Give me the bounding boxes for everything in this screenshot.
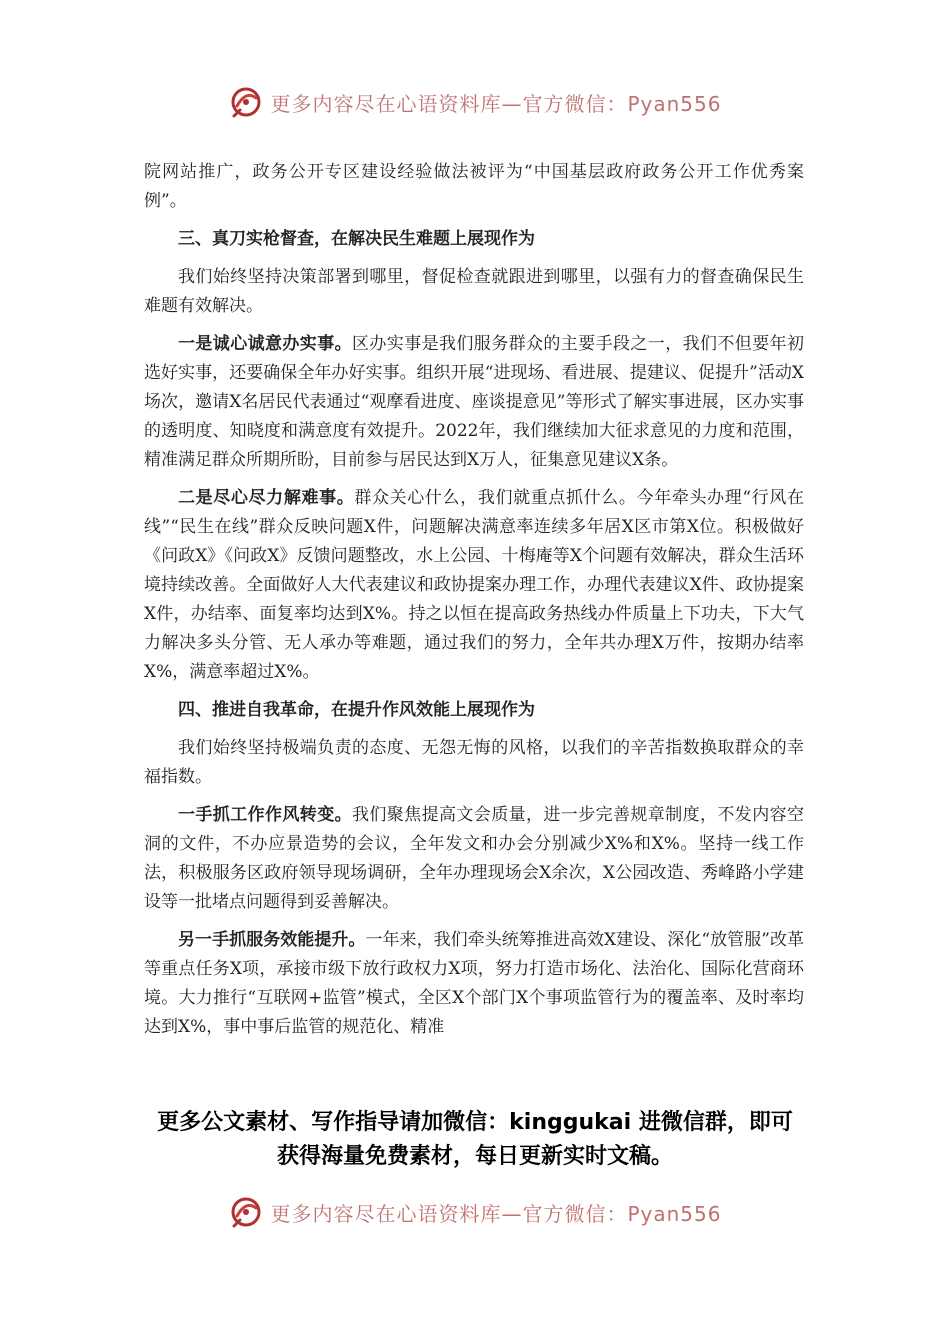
paragraph-work-style	[144, 801, 804, 917]
paragraph-intro-4: 我们始终坚持极端负责的态度、无怨无悔的风格，以我们的辛苦指数换取群众的幸福指数。	[144, 738, 804, 787]
promo-line-2: 获得海量免费素材，每日更新实时文稿。	[276, 1144, 673, 1169]
section-heading-4: 四、推进自我革命，在提升作风效能上展现作为	[178, 700, 535, 720]
section-heading-3: 三、真刀实枪督查，在解决民生难题上展现作为	[178, 229, 535, 249]
promo-overlay	[0, 1106, 950, 1174]
lead-phrase: 二是尽心尽力解难事。	[178, 488, 355, 508]
banner-text: 更多内容尽在心语资料库—官方微信：Pyan556	[270, 1201, 722, 1226]
paragraph-text: 群众关心什么，我们就重点抓什么。今年牵头办理“行风在线”“民生在线”群众反映问题X件，问题解决满意率连续多年居X区市第X位。积极做好《问政X》《问政X》反馈问题整改，水上公园、十梅庵等X个问题有效解决，群众生活环境持续改善。全面做好人大代表建议和政协提案办理工作，办理代表建议X件、政协提案X件，办结率、面复率均达到X%。持之以恒在提高政务热线办件质量上下功夫，下大气力解决多头分管、无人承办等难题，通过我们的努力，全年共办理X万件，按期办结率X%，满意率超过X%。	[144, 488, 804, 682]
paragraph-difficult-matters	[144, 484, 804, 687]
footer-banner	[0, 1192, 950, 1232]
lead-phrase: 一是诚心诚意办实事。	[178, 334, 352, 354]
paragraph-text: 一年来，我们牵头统筹推进高效X建设、深化“放管服”改革等重点任务X项，承接市级下放行政权力X项，努力打造市场化、法治化、国际化营商环境。大力推行“互联网+监管”模式，全区X个部门X个事项监管行为的覆盖率、及时率均达到X%，事中事后监管的规范化、精准	[144, 930, 805, 1037]
header-banner	[0, 82, 950, 122]
paragraph-text: 区办实事是我们服务群众的主要手段之一，我们不但要年初选好实事，还要确保全年办好实事。组织开展“进现场、看进展、提建议、促提升”活动X场次，邀请X名居民代表通过“观摩看进度、座谈提意见”等形式了解实事进展，区办实事的透明度、知晓度和满意度有效提升。2022年，我们继续加大征求意见的力度和范围，精准满足群众所期所盼，目前参与居民达到X万人，征集意见建议X条。	[144, 334, 804, 470]
paragraph-service-efficiency	[144, 926, 804, 1042]
paragraph-continued: 院网站推广，政务公开专区建设经验做法被评为“中国基层政府政务公开工作优秀案例”。	[144, 162, 804, 211]
lead-phrase: 一手抓工作作风转变。	[178, 805, 352, 825]
brand-logo-icon	[228, 1194, 264, 1230]
paragraph-practical-matters	[144, 330, 804, 475]
banner-text: 更多内容尽在心语资料库—官方微信：Pyan556	[270, 91, 722, 116]
brand-logo-icon	[228, 84, 264, 120]
paragraph-intro-3: 我们始终坚持决策部署到哪里，督促检查就跟进到哪里，以强有力的督查确保民生难题有效解决。	[144, 267, 804, 316]
document-body	[144, 158, 804, 1051]
paragraph-text: 我们聚焦提高文会质量，进一步完善规章制度，不发内容空洞的文件，不办应景造势的会议，全年发文和办会分别减少X%和X%。坚持一线工作法，积极服务区政府领导现场调研，全年办理现场会X余次，X公园改造、秀峰路小学建设等一批堵点问题得到妥善解决。	[144, 805, 804, 912]
promo-line-1: 更多公文素材、写作指导请加微信：kinggukai 进微信群，即可	[157, 1110, 793, 1135]
lead-phrase: 另一手抓服务效能提升。	[178, 930, 366, 950]
